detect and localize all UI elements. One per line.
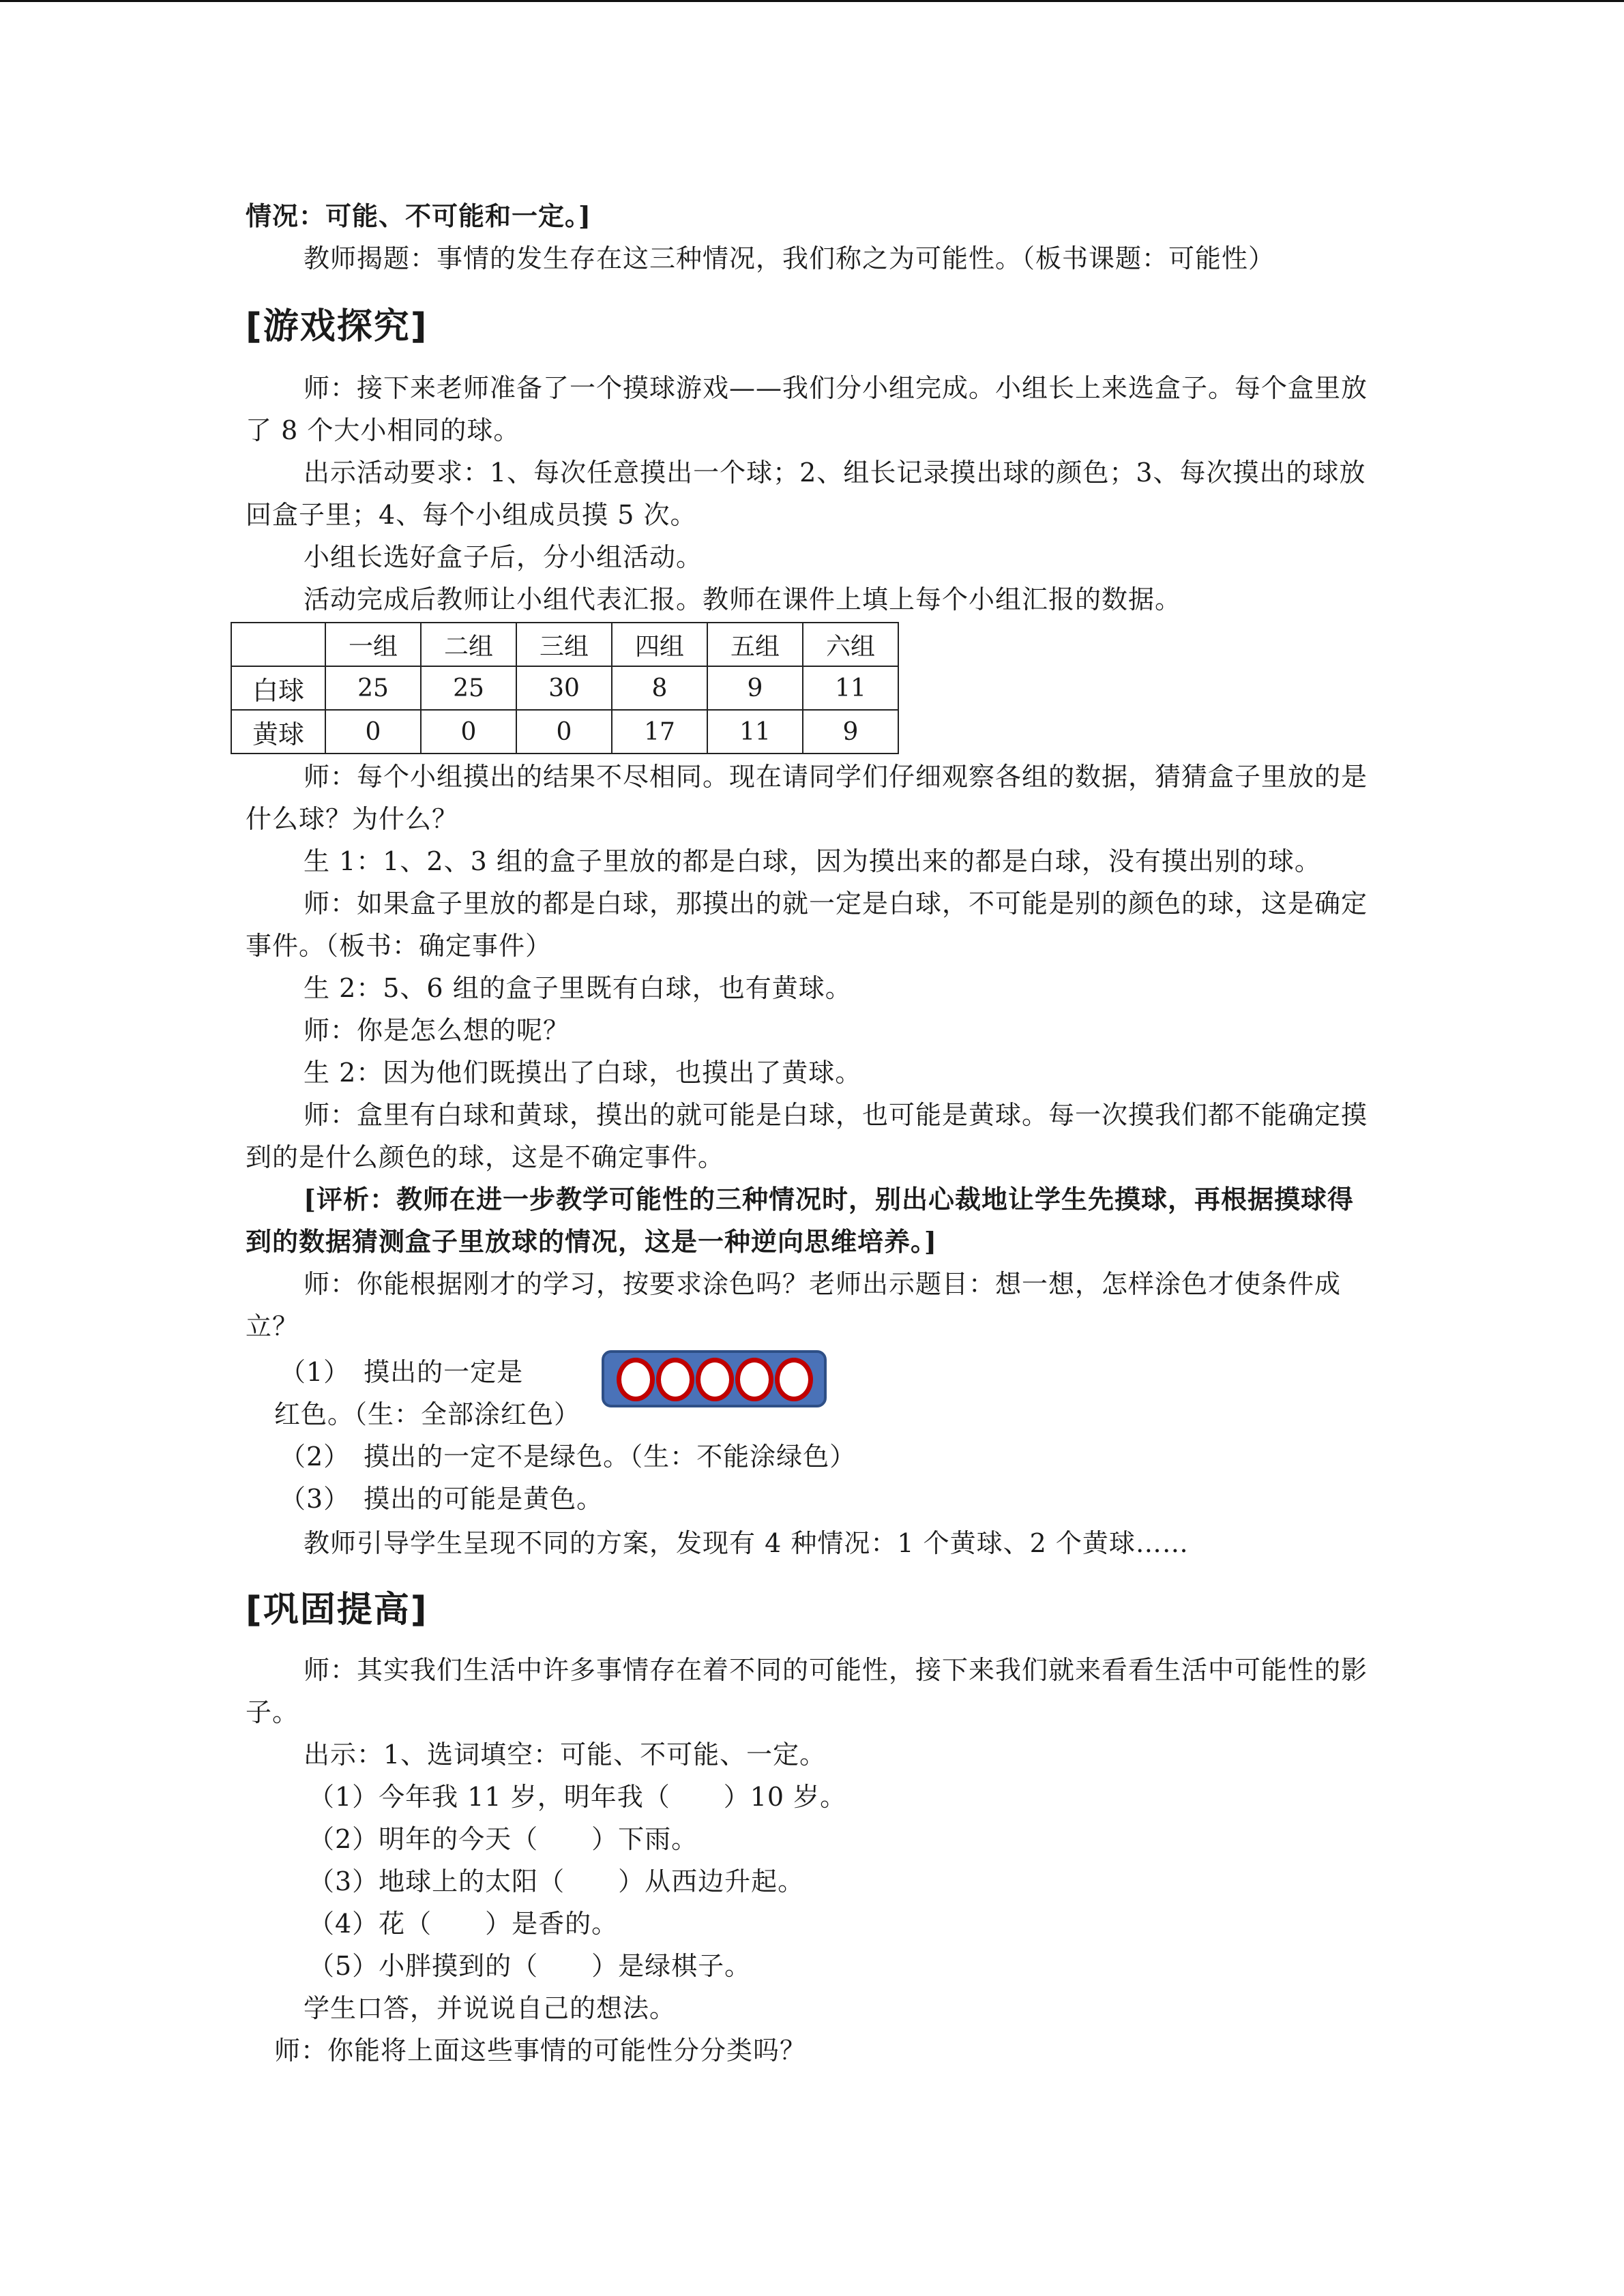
paragraph: 小组长选好盒子后，分小组活动。 <box>304 542 703 572</box>
question-1-text: （1） 摸出的一定是 <box>280 1357 524 1387</box>
table-header-cell: 五组 <box>707 623 803 666</box>
table-header-cell: 六组 <box>803 623 898 666</box>
results-table <box>231 622 899 754</box>
table-header-cell: 一组 <box>325 623 421 666</box>
table-header-row <box>231 623 898 666</box>
ball-circle <box>617 1358 655 1401</box>
text-line: 情况：可能、不可能和一定。] <box>246 200 591 231</box>
table-cell: 25 <box>325 666 421 710</box>
table-cell: 11 <box>707 710 803 754</box>
exercise-item: （3）地球上的太阳（ ）从西边升起。 <box>308 1866 805 1896</box>
ball-circle <box>696 1358 734 1401</box>
paragraph: 师：每个小组摸出的结果不尽相同。现在请同学们仔细观察各组的数据，猜猜盒子里放的是什么球？为什么？ <box>246 762 1368 834</box>
table-header-cell: 四组 <box>612 623 707 666</box>
table-row <box>231 666 898 710</box>
table-cell: 0 <box>325 710 421 754</box>
commentary-paragraph: [评析：教师在进一步教学可能性的三种情况时，别出心裁地让学生先摸球，再根据摸球得到的数据猜测盒子里放球的情况，这是一种逆向思维培养。] <box>246 1184 1354 1257</box>
exercise-item: （4）花（ ）是香的。 <box>308 1909 619 1939</box>
paragraph: 出示活动要求：1、每次任意摸出一个球；2、组长记录摸出球的颜色；3、每次摸出的球放回盒子里；4、每个小组成员摸 5 次。 <box>246 458 1366 530</box>
paragraph: 师：你能根据刚才的学习，按要求涂色吗？老师出示题目：想一想，怎样涂色才使条件成立？ <box>246 1269 1342 1341</box>
paragraph: 活动完成后教师让小组代表汇报。教师在课件上填上每个小组汇报的数据。 <box>304 584 1182 614</box>
paragraph: 出示：1、选词填空：可能、不可能、一定。 <box>304 1740 827 1770</box>
table-cell: 25 <box>421 666 516 710</box>
paragraph: 生 2：因为他们既摸出了白球，也摸出了黄球。 <box>304 1058 862 1088</box>
table-header-cell: 三组 <box>516 623 612 666</box>
exercise-item: （5）小胖摸到的（ ）是绿棋子。 <box>308 1951 752 1981</box>
table-cell: 0 <box>516 710 612 754</box>
question-1-answer: 红色。（生：全部涂红色） <box>274 1399 581 1429</box>
table-row-label: 白球 <box>231 666 325 710</box>
paragraph: 生 2：5、6 组的盒子里既有白球，也有黄球。 <box>304 973 852 1003</box>
table-cell: 9 <box>803 710 898 754</box>
table-cell: 17 <box>612 710 707 754</box>
table-header-cell: 二组 <box>421 623 516 666</box>
table-row <box>231 710 898 754</box>
table-cell <box>231 623 325 666</box>
paragraph: 教师引导学生呈现不同的方案，发现有 4 种情况：1 个黄球、2 个黄球…… <box>304 1528 1189 1558</box>
ball-box-figure <box>602 1350 827 1407</box>
exercise-item: （2）明年的今天（ ）下雨。 <box>308 1824 698 1854</box>
table-cell: 8 <box>612 666 707 710</box>
section-heading-game: [游戏探究] <box>246 306 428 347</box>
paragraph: 生 1：1、2、3 组的盒子里放的都是白球，因为摸出来的都是白球，没有摸出别的球。 <box>304 846 1321 876</box>
paragraph: 学生口答，并说说自己的想法。 <box>304 1993 677 2023</box>
paragraph: 师：盒里有白球和黄球，摸出的就可能是白球，也可能是黄球。每一次摸我们都不能确定摸到的是什么颜色的球，这是不确定事件。 <box>246 1100 1368 1172</box>
exercise-item: （1）今年我 11 岁，明年我（ ）10 岁。 <box>308 1782 847 1812</box>
table-cell: 0 <box>421 710 516 754</box>
table-cell: 9 <box>707 666 803 710</box>
paragraph: 师：你能将上面这些事情的可能性分分类吗？ <box>274 2036 807 2066</box>
paragraph: 师：你是怎么想的呢？ <box>304 1015 570 1045</box>
table-cell: 30 <box>516 666 612 710</box>
table-row-label: 黄球 <box>231 710 325 754</box>
ball-circle <box>735 1358 773 1401</box>
ball-circle <box>656 1358 694 1401</box>
question-2-text: （2） 摸出的一定不是绿色。（生：不能涂绿色） <box>280 1442 857 1472</box>
ball-circle <box>775 1358 813 1401</box>
text-line: 教师揭题：事情的发生存在这三种情况，我们称之为可能性。（板书课题：可能性） <box>304 243 1275 273</box>
paragraph: 师：其实我们生活中许多事情存在着不同的可能性，接下来我们就来看看生活中可能性的影子。 <box>246 1655 1368 1727</box>
paragraph: 师：接下来老师准备了一个摸球游戏——我们分小组完成。小组长上来选盒子。每个盒里放了 8 个大小相同的球。 <box>246 373 1368 445</box>
page-top-border <box>0 0 1624 2</box>
paragraph: 师：如果盒子里放的都是白球，那摸出的就一定是白球，不可能是别的颜色的球，这是确定事件。（板书：确定事件） <box>246 889 1368 961</box>
question-3-text: （3） 摸出的可能是黄色。 <box>280 1484 604 1514</box>
section-heading-consolidate: [巩固提高] <box>246 1590 428 1630</box>
table-cell: 11 <box>803 666 898 710</box>
